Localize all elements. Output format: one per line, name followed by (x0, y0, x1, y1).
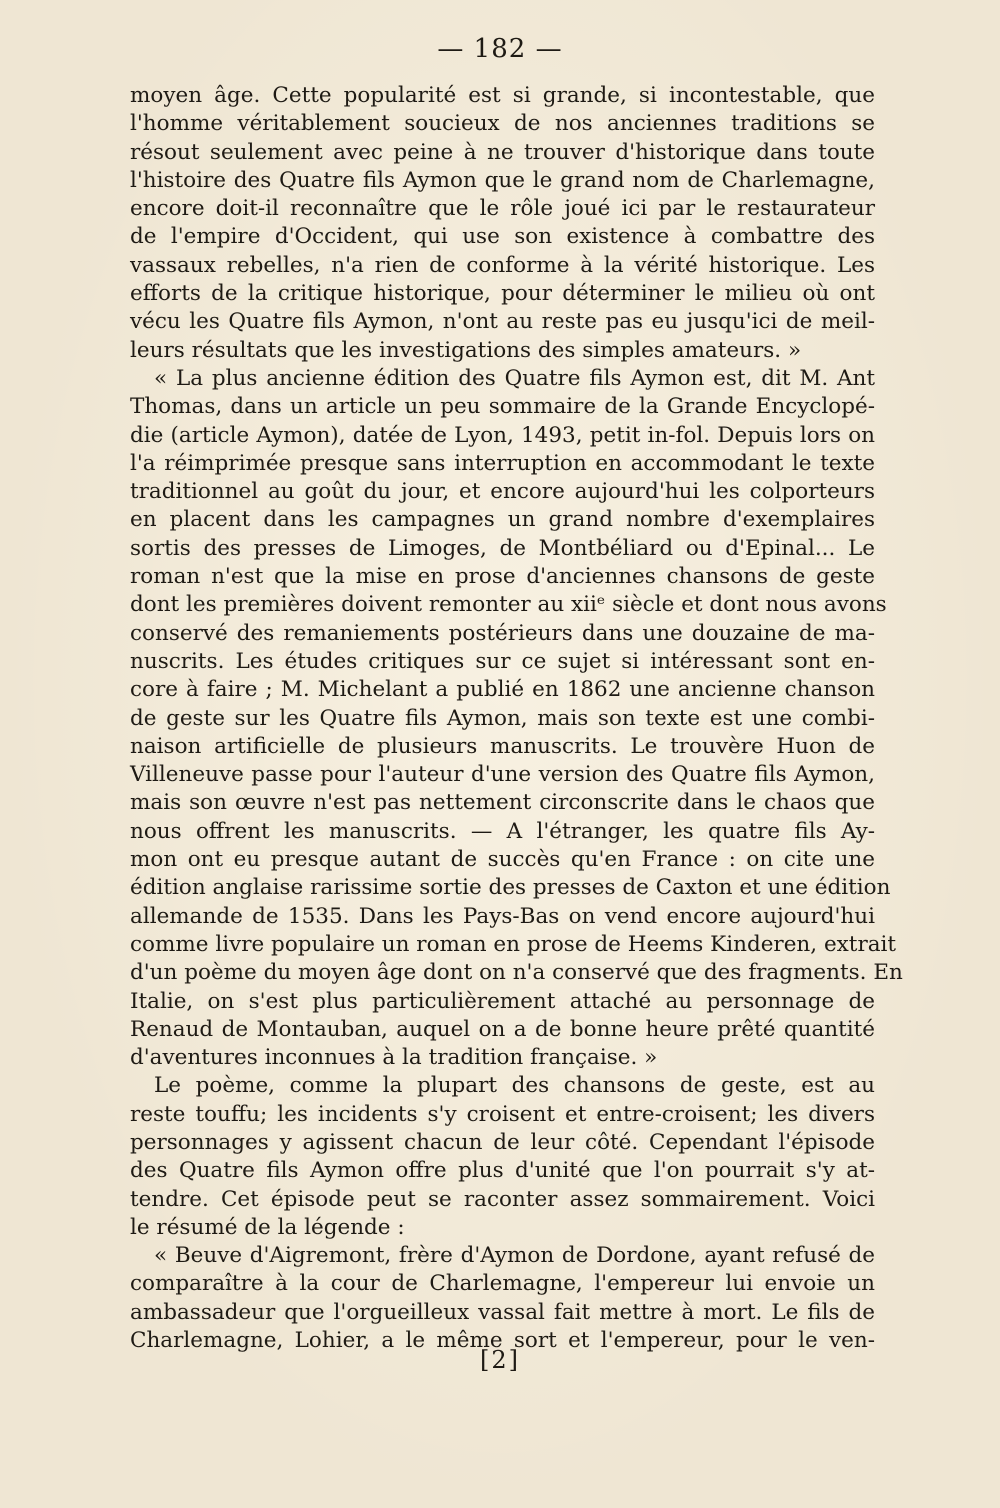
text-line: « La plus ancienne édition des Quatre fils Aymon est, dit M. Ant (154, 365, 875, 391)
text-line: l'homme véritablement soucieux de nos anciennes traditions se (130, 111, 875, 137)
text-line: allemande de 1535. Dans les Pays-Bas on vend encore aujourd'hui (130, 903, 875, 929)
text-line: « Beuve d'Aigremont, frère d'Aymon de Dordone, ayant refusé de (154, 1243, 875, 1269)
text-line: comme livre populaire un roman en prose de Heems Kinderen, extrait (130, 931, 897, 957)
text-line: de l'empire d'Occident, qui use son existence à combattre des (130, 224, 875, 250)
text-line: reste touffu; les incidents s'y croisent et entre-croisent; les divers (130, 1101, 875, 1127)
text-line: vassaux rebelles, n'a rien de conforme à la vérité historique. Les (130, 252, 875, 278)
text-line: mon ont eu presque autant de succès qu'en France : on cite une (130, 847, 875, 873)
text-line: Villeneuve passe pour l'auteur d'une version des Quatre fils Aymon, (130, 762, 875, 788)
text-line: des Quatre fils Aymon offre plus d'unité que l'on pourrait s'y at- (130, 1158, 875, 1184)
text-line: Le poème, comme la plupart des chansons de geste, est au (154, 1073, 875, 1099)
text-line: die (article Aymon), datée de Lyon, 1493, petit in-fol. Depuis lors on (130, 422, 875, 448)
text-line: dont les premières doivent remonter au xiiᵉ siècle et dont nous avons (130, 592, 887, 618)
text-line: nous offrent les manuscrits. — A l'étranger, les quatre fils Ay- (130, 818, 875, 844)
text-line: vécu les Quatre fils Aymon, n'ont au reste pas eu jusqu'ici de meil- (130, 309, 875, 335)
text-line: résout seulement avec peine à ne trouver d'historique dans toute (130, 139, 875, 165)
text-line: naison artificielle de plusieurs manuscrits. Le trouvère Huon de (130, 733, 875, 759)
text-line: sortis des presses de Limoges, de Montbéliard ou d'Epinal... Le (130, 535, 875, 561)
text-line: core à faire ; M. Michelant a publié en 1862 une ancienne chanson (130, 677, 875, 703)
text-line: l'a réimprimée presque sans interruption en accommodant le texte (130, 450, 875, 476)
text-line: Renaud de Montauban, auquel on a de bonne heure prêté quantité (130, 1016, 875, 1042)
text-line: roman n'est que la mise en prose d'anciennes chansons de geste (130, 564, 875, 590)
page-number: — 182 — (437, 34, 563, 64)
text-line: comparaître à la cour de Charlemagne, l'empereur lui envoie un (130, 1271, 875, 1297)
text-line: traditionnel au goût du jour, et encore aujourd'hui les colporteurs (130, 479, 875, 505)
text-line: conservé des remaniements postérieurs dans une douzaine de ma- (130, 620, 875, 646)
text-line: le résumé de la légende : (130, 1214, 405, 1240)
text-line: Thomas, dans un article un peu sommaire de la Grande Encyclopé- (130, 394, 875, 420)
text-line: de geste sur les Quatre fils Aymon, mais son texte est une combi- (130, 705, 875, 731)
text-line: ambassadeur que l'orgueilleux vassal fait mettre à mort. Le fils de (130, 1299, 875, 1325)
text-line: édition anglaise rarissime sortie des presses de Caxton et une édition (130, 875, 891, 901)
text-line: nuscrits. Les études critiques sur ce sujet si intéressant sont en- (130, 648, 875, 674)
text-line: leurs résultats que les investigations des simples amateurs. » (130, 337, 802, 363)
text-line: d'aventures inconnues à la tradition française. » (130, 1045, 658, 1071)
text-line: Charlemagne, Lohier, a le même sort et l'empereur, pour le ven- (130, 1328, 875, 1354)
body-text (130, 82, 903, 1355)
text-line: efforts de la critique historique, pour déterminer le milieu où ont (130, 281, 875, 307)
text-line: l'histoire des Quatre fils Aymon que le grand nom de Charlemagne, (130, 167, 875, 193)
text-line: d'un poème du moyen âge dont on n'a conservé que des fragments. En (130, 960, 903, 986)
text-line: encore doit-il reconnaître que le rôle joué ici par le restaurateur (130, 196, 875, 222)
text-line: en placent dans les campagnes un grand nombre d'exemplaires (130, 507, 875, 533)
signature-mark: [2] (480, 1346, 520, 1374)
text-line: mais son œuvre n'est pas nettement circonscrite dans le chaos que (130, 790, 875, 816)
text-line: Italie, on s'est plus particulièrement attaché au personnage de (130, 988, 875, 1014)
text-line: moyen âge. Cette popularité est si grande, si incontestable, que (130, 83, 875, 108)
text-line: personnages y agissent chacun de leur côté. Cependant l'épisode (130, 1129, 875, 1155)
text-line: tendre. Cet épisode peut se raconter assez sommairement. Voici (130, 1186, 875, 1212)
